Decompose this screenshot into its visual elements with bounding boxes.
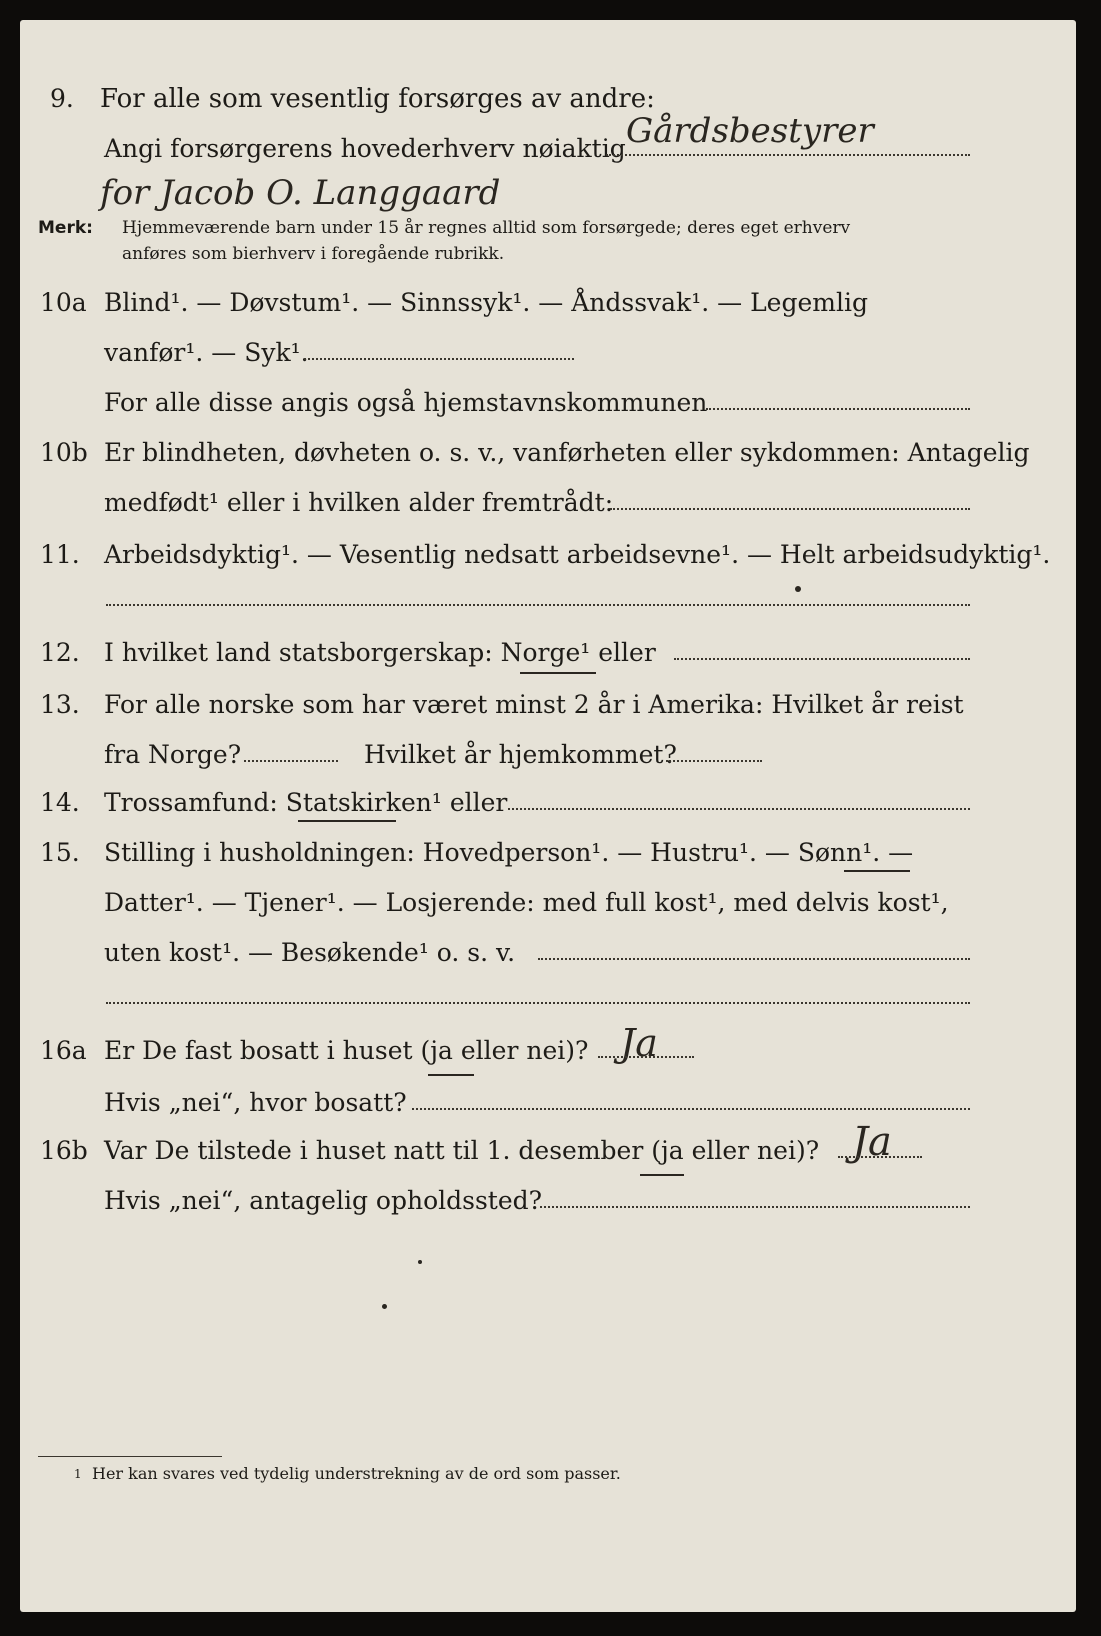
q11-line1: Arbeidsdyktig¹. — Vesentlig nedsatt arbeidsevne¹. — Helt arbeidsudyktig¹. bbox=[104, 540, 1051, 569]
q16a-answer-dots bbox=[598, 1056, 694, 1058]
q15-line2: Datter¹. — Tjener¹. — Losjerende: med full kost¹, med delvis kost¹, bbox=[104, 888, 949, 917]
q16a-line1: Er De fast bosatt i huset (ja eller nei)? bbox=[104, 1036, 589, 1065]
q13-hjemkommet-dots bbox=[666, 760, 762, 762]
q16b-line2: Hvis „nei“, antagelig opholdssted? bbox=[104, 1186, 543, 1215]
q11-number: 11. bbox=[40, 540, 80, 569]
q14-number: 14. bbox=[40, 788, 80, 817]
form-page bbox=[20, 20, 1076, 1612]
q10a-kommune-dots bbox=[706, 408, 970, 410]
q16b-answer-dots bbox=[838, 1156, 922, 1158]
q15-line1: Stilling i husholdningen: Hovedperson¹. — Hustru¹. — Sønn¹. — bbox=[104, 838, 914, 867]
q13-number: 13. bbox=[40, 690, 80, 719]
footnote-mark: 1 bbox=[74, 1467, 82, 1481]
ink-speck bbox=[418, 1260, 422, 1264]
q9-line2: Angi forsørgerens hovederhverv nøiaktig bbox=[104, 134, 626, 163]
q16b-line1: Var De tilstede i huset natt til 1. desember (ja eller nei)? bbox=[104, 1136, 820, 1165]
q10a-line1: Blind¹. — Døvstum¹. — Sinnssyk¹. — Åndssvak¹. — Legemlig bbox=[104, 288, 868, 317]
q15-line3: uten kost¹. — Besøkende¹ o. s. v. bbox=[104, 938, 516, 967]
merk-label: Merk: bbox=[38, 218, 93, 238]
q11-answer-dots bbox=[106, 604, 970, 606]
q14-statskirken-underline bbox=[298, 820, 396, 822]
q10b-alder-dots bbox=[610, 508, 970, 510]
q16a-handwritten-answer: Ja bbox=[620, 1021, 658, 1065]
q9-answer-dots bbox=[606, 154, 970, 156]
q14-line1: Trossamfund: Statskirken¹ eller bbox=[104, 788, 508, 817]
footnote-rule bbox=[38, 1456, 222, 1457]
q10b-number: 10b bbox=[40, 438, 88, 467]
q12-norge-underline bbox=[520, 672, 596, 674]
q9-line1: For alle som vesentlig forsørges av andre: bbox=[100, 84, 655, 114]
q13-line2b: Hvilket år hjemkommet? bbox=[364, 740, 677, 769]
q9-handwritten-answer1: Gårdsbestyrer bbox=[626, 111, 874, 151]
q15-extra-dots bbox=[106, 1002, 970, 1004]
q9-handwritten-answer2: for Jacob O. Langgaard bbox=[100, 173, 501, 213]
q16b-opholdssted-dots bbox=[540, 1206, 970, 1208]
q16a-bosatt-dots bbox=[412, 1108, 970, 1110]
q16a-line2: Hvis „nei“, hvor bosatt? bbox=[104, 1088, 407, 1117]
merk-line2: anføres som bierhverv i foregående rubrikk. bbox=[122, 244, 505, 264]
q15-number: 15. bbox=[40, 838, 80, 867]
q15-answer-dots bbox=[538, 958, 970, 960]
q10b-line1: Er blindheten, døvheten o. s. v., vanførheten eller sykdommen: Antagelig bbox=[104, 438, 1030, 467]
q15-sonn-underline bbox=[844, 870, 910, 872]
q12-number: 12. bbox=[40, 638, 80, 667]
footnote-text: Her kan svares ved tydelig understrekning av de ord som passer. bbox=[92, 1464, 621, 1483]
q16b-number: 16b bbox=[40, 1136, 88, 1165]
q10b-line2: medfødt¹ eller i hvilken alder fremtrådt: bbox=[104, 488, 614, 517]
ink-spot bbox=[795, 586, 801, 592]
q10a-syk-dots bbox=[304, 358, 574, 360]
q9-number: 9. bbox=[50, 84, 74, 113]
q16a-number: 16a bbox=[40, 1036, 87, 1065]
ink-speck bbox=[382, 1304, 387, 1309]
q16a-ja-underline bbox=[428, 1074, 474, 1076]
q13-line1: For alle norske som har været minst 2 år i Amerika: Hvilket år reist bbox=[104, 690, 964, 719]
q10a-number: 10a bbox=[40, 288, 87, 317]
q10a-line3: For alle disse angis også hjemstavnskommunen bbox=[104, 388, 708, 417]
q14-answer-dots bbox=[508, 808, 970, 810]
q12-answer-dots bbox=[674, 658, 970, 660]
q13-line2a: fra Norge? bbox=[104, 740, 242, 769]
q16b-ja-underline bbox=[640, 1174, 684, 1176]
q12-line1: I hvilket land statsborgerskap: Norge¹ eller bbox=[104, 638, 656, 667]
q10a-line2: vanfør¹. — Syk¹. bbox=[104, 338, 309, 367]
q13-reist-dots bbox=[244, 760, 338, 762]
q16b-handwritten-answer: Ja bbox=[852, 1119, 892, 1165]
merk-line1: Hjemmeværende barn under 15 år regnes alltid som forsørgede; deres eget erhverv bbox=[122, 218, 851, 238]
